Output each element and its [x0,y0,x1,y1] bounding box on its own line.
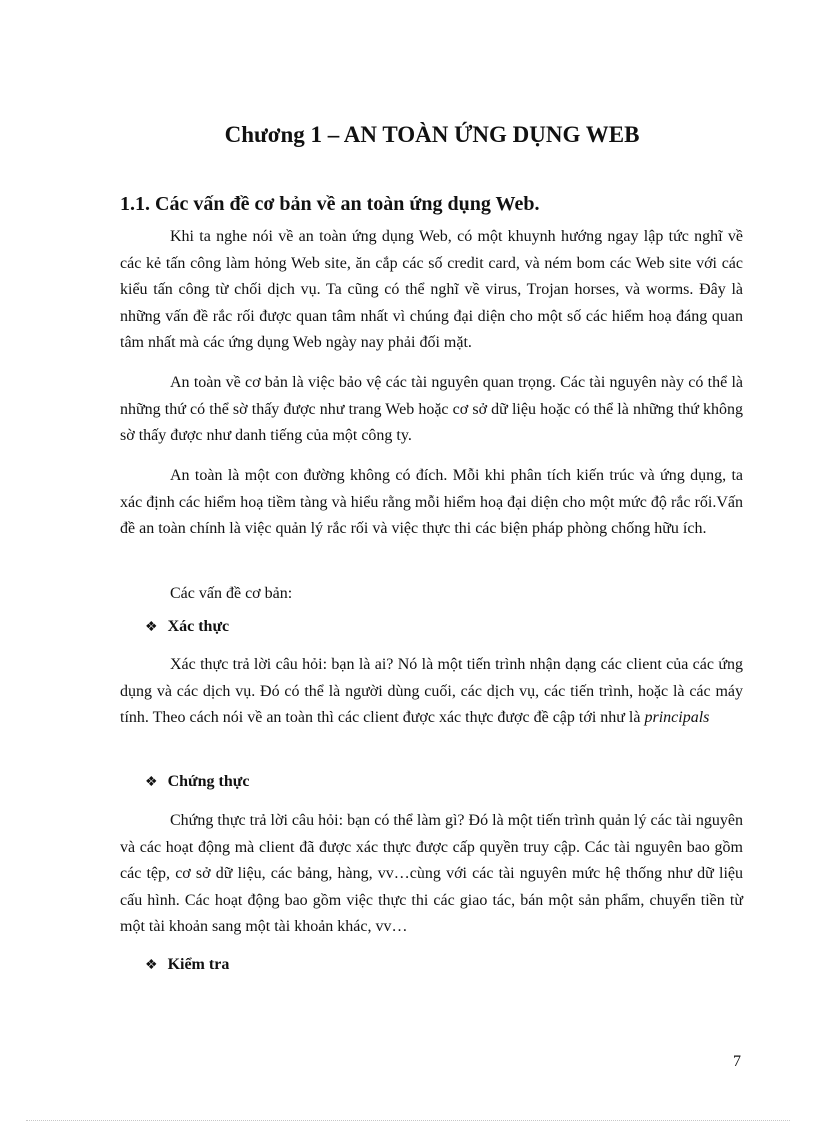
page-bottom-divider [26,1120,790,1121]
bullet-authentication [145,618,229,636]
chapter-title: Chương 1 – AN TOÀN ỨNG DỤNG WEB [224,122,640,147]
paragraph-authentication-text: Xác thực trả lời câu hỏi: bạn là ai? Nó là một tiến trình nhận dạng các client của các ứng dụng và các dịch vụ. Đó có thể là người dùng cuối, các dịch vụ, các tiến trình, hoặc là các máy tính. Theo cách nói về an toàn thì các client được xác thực được đề cập tới như là [120,656,743,726]
paragraph-basic-issues: Các vấn đề cơ bản: [170,585,293,602]
bullet-label: Kiểm tra [167,956,230,973]
bullet-auditing [145,956,229,974]
paragraph-intro: Khi ta nghe nói về an toàn ứng dụng Web, có một khuynh hướng ngay lập tức nghĩ về các kẻ tấn công làm hỏng Web site, ăn cắp các số credit card, và ném bom các Web site với các kiểu tấn công từ chối dịch vụ. Ta cũng có thể nghĩ về virus, Trojan horses, và worms. Đây là những vấn đề rắc rối được quan tâm nhất vì chúng đại diện cho một số các hiểm hoạ đáng quan tâm nhất mà các ứng dụng Web ngày nay phải đối mặt. [120,228,743,351]
paragraph-security-path: An toàn là một con đường không có đích. Mỗi khi phân tích kiến trúc và ứng dụng, ta xác định các hiểm hoạ tiềm tàng và hiểu rằng mỗi hiểm hoạ đại diện cho một mức độ rắc rối.Vấn đề an toàn chính là việc quản lý rắc rối và việc thực thi các biện pháp phòng chống hữu ích. [120,467,743,537]
principals-term: principals [644,709,710,726]
diamond-bullet-icon: ❖ [145,774,158,790]
paragraph-authorization: Chứng thực trả lời câu hỏi: bạn có thể làm gì? Đó là một tiến trình quản lý các tài nguyên và các hoạt động mà client đã được xác thực được cấp quyền truy cập. Các tài nguyên bao gồm các tệp, cơ sở dữ liệu, các bảng, hàng, vv…cùng với các tài nguyên mức hệ thống như dữ liệu cấu hình. Các hoạt động bao gồm việc thực thi các giao tác, bán một sản phẩm, chuyển tiền từ một tài khoản sang một tài khoản khác, vv… [120,812,743,935]
bullet-authorization [145,773,249,791]
paragraph-resources: An toàn về cơ bản là việc bảo vệ các tài nguyên quan trọng. Các tài nguyên này có thể là những thứ có thể sờ thấy được như trang Web hoặc cơ sở dữ liệu hoặc có thể là những thứ không sờ thấy được như danh tiếng của một công ty. [120,374,743,444]
section-heading: 1.1. Các vấn đề cơ bản về an toàn ứng dụng Web. [120,193,540,215]
diamond-bullet-icon: ❖ [145,619,158,635]
page-number: 7 [733,1053,741,1070]
bullet-label: Xác thực [167,618,230,635]
bullet-label: Chứng thực [167,773,250,790]
paragraph-authentication [120,652,743,732]
diamond-bullet-icon: ❖ [145,957,158,973]
